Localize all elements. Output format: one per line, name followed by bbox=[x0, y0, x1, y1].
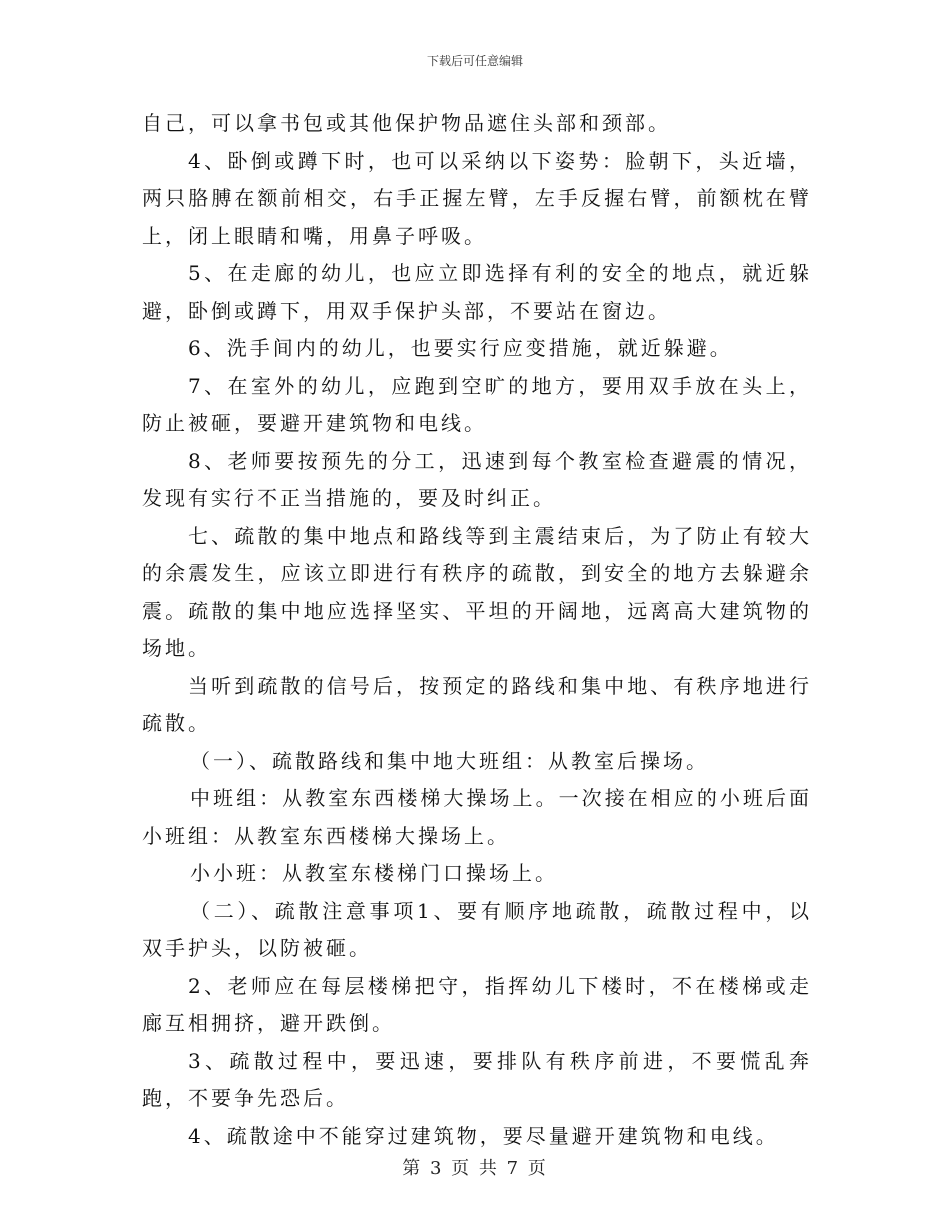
paragraph-item-5-corridor: 5、在走廊的幼儿，也应立即选择有利的安全的地点，就近躲避，卧倒或蹲下，用双手保护头部，不要站在窗边。 bbox=[142, 261, 812, 323]
paragraph-evacuation-routes: （一）、疏散路线和集中地大班组：从教室后操场。 bbox=[190, 748, 709, 773]
paragraph-item-4-posture: 4、卧倒或蹲下时，也可以采纳以下姿势：脸朝下，头近墙，两只胳膊在额前相交，右手正握左臂，左手反握右臂，前额枕在臂上，闭上眼睛和嘴，用鼻子呼吸。 bbox=[142, 148, 812, 248]
paragraph-note-3-order: 3、疏散过程中，要迅速，要排队有秩序前进，不要慌乱奔跑，不要争先恐后。 bbox=[142, 1048, 812, 1110]
paragraph-nursery-route: 小小班：从教室东楼梯门口操场上。 bbox=[190, 861, 558, 885]
paragraph-item-6-washroom: 6、洗手间内的幼儿，也要实行应变措施，就近躲避。 bbox=[188, 336, 733, 360]
paragraph-evacuation-signal: 当听到疏散的信号后，按预定的路线和集中地、有秩序地进行疏散。 bbox=[142, 673, 812, 735]
paragraph-section-7-evacuation: 七、疏散的集中地点和路线等到主震结束后，为了防止有较大的余震发生，应该立即进行有秩序的疏散，到安全的地方去躲避余震。疏散的集中地应选择坚实、平坦的开阔地，远离高大建筑物的场地。 bbox=[142, 523, 812, 660]
paragraph-note-4-buildings: 4、疏散途中不能穿过建筑物，要尽量避开建筑物和电线。 bbox=[188, 1123, 779, 1148]
paragraph-note-2-stairs: 2、老师应在每层楼梯把守，指挥幼儿下楼时，不在楼梯或走廊互相拥挤，避开跌倒。 bbox=[142, 973, 812, 1035]
document-body bbox=[142, 105, 812, 1155]
page-number-footer: 第 3 页 共 7 页 bbox=[402, 1158, 548, 1179]
paragraph-middle-class-route: 中班组：从教室东西楼梯大操场上。一次接在相应的小班后面小班组：从教室东西楼梯大操场上。 bbox=[142, 786, 812, 848]
paragraph-continuation: 自己，可以拿书包或其他保护物品遮住头部和颈部。 bbox=[142, 111, 671, 135]
page-header-note: 下载后可任意编辑 bbox=[426, 54, 523, 68]
paragraph-item-8-teacher: 8、老师要按预先的分工，迅速到每个教室检查避震的情况，发现有实行不正当措施的，要及时纠正。 bbox=[142, 448, 812, 510]
paragraph-evacuation-notes: （二）、疏散注意事项1、要有顺序地疏散，疏散过程中，以双手护头，以防被砸。 bbox=[142, 898, 812, 960]
paragraph-item-7-outdoor: 7、在室外的幼儿，应跑到空旷的地方，要用双手放在头上，防止被砸，要避开建筑物和电线。 bbox=[142, 373, 812, 435]
